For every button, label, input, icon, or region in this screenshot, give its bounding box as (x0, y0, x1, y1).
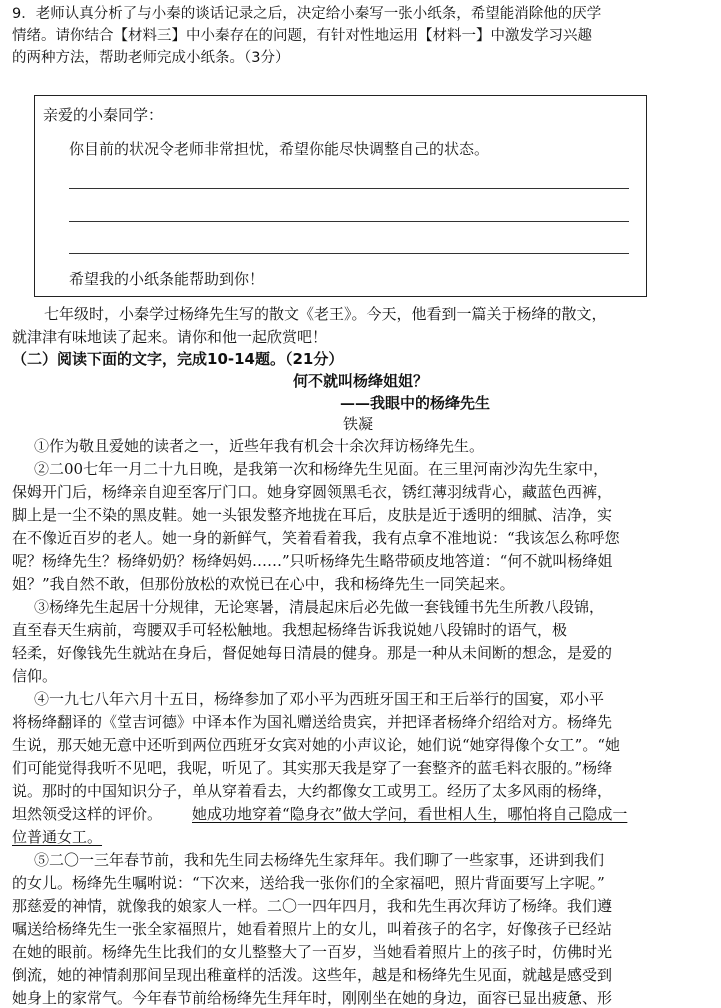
paragraph-line: 那慈爱的神情，就像我的娘家人一样。二〇一四年四月，我和先生再次拜访了杨绛。我们遵 (12, 897, 613, 915)
article-author: 铁凝 (343, 415, 374, 433)
paragraph-line: 倒流，她的神情刹那间呈现出稚童样的活泼。这些年，越是和杨绛先生见面，就越是感受到 (12, 966, 613, 984)
paragraph-line: ①作为敬且爱她的读者之一，近些年我有机会十余次拜访杨绛先生。 (34, 437, 485, 455)
paragraph-line: 轻柔，好像钱先生就站在身后，督促她每日清晨的健身。那是一种从未间断的想念，是爱的 (12, 644, 613, 662)
paragraph-line: 说。那时的中国知识分子，单从穿着看去，大约都像女工或男工。经历了太多风雨的杨绛， (12, 782, 613, 800)
underlined-sentence-part-2: 位普通女工。 (12, 828, 103, 846)
article-title: 何不就叫杨绛姐姐？ (292, 372, 428, 390)
note-first-line: 你目前的状况令老师非常担忧，希望你能尽快调整自己的状态。 (69, 140, 490, 158)
section-heading: （二）阅读下面的文字，完成10-14题。（21分） (12, 350, 344, 368)
paragraph-line: 坦然领受这样的评价。 (12, 805, 163, 823)
article-subtitle: ——我眼中的杨绛先生 (340, 394, 491, 412)
paragraph-line: 直至春天生病前，弯腰双手可轻松触地。我想起杨绛告诉我说她八段锦时的语气，极 (12, 621, 568, 639)
answer-blank-line-2[interactable] (69, 221, 629, 222)
paragraph-line: 嘱送给杨绛先生一张全家福照片，她看着照片上的女儿，叫着孩子的名字，好像孩子已经站 (12, 920, 613, 938)
paragraph-line: 的女儿。杨绛先生嘱咐说：“下次来，送给我一张你们的全家福吧，照片背面要写上字呢。” (12, 874, 605, 892)
question-9-line-1: 9．老师认真分析了与小秦的谈话记录之后，决定给小秦写一张小纸条，希望能消除他的厌学 (12, 6, 602, 22)
question-9-line-2: 情绪。请你结合【材料三】中小秦存在的问题，有针对性地运用【材料一】中激发学习兴趣 (12, 28, 592, 44)
note-greeting: 亲爱的小秦同学： (43, 106, 164, 124)
paragraph-line: 将杨绛翻译的《堂吉诃德》中译本作为国礼赠送给贵宾，并把译者杨绛介绍给对方。杨绛先 (12, 713, 613, 731)
paragraph-line: 信仰。 (12, 667, 58, 685)
paragraph-line: 她身上的家常气。今年春节前给杨绛先生拜年时，刚刚坐在她的身边，面容已显出疲惫、形 (12, 989, 613, 1007)
question-9-line-3: 的两种方法，帮助老师完成小纸条。（3分） (12, 50, 290, 66)
paragraph-line: ⑤二〇一三年春节前，我和先生同去杨绛先生家拜年。我们聊了一些家事，还讲到我们 (34, 851, 605, 869)
answer-blank-line-1[interactable] (69, 188, 629, 189)
answer-blank-line-3[interactable] (69, 253, 629, 254)
paragraph-line: 姐？”我自然不敢，但那份放松的欢悦已在心中，我和杨绛先生一同笑起来。 (12, 575, 515, 593)
paragraph-line: ③杨绛先生起居十分规律，无论寒暑，清晨起床后必先做一套钱锺书先生所教八段锦， (34, 598, 605, 616)
underlined-sentence-part-1: 她成功地穿着“隐身衣”做大学问，看世相人生，哪怕将自己隐成一 (192, 805, 628, 823)
paragraph-line: ④一九七八年六月十五日，杨绛参加了邓小平为西班牙国王和王后举行的国宴，邓小平 (34, 690, 605, 708)
paragraph-line: 们可能觉得我听不见吧，我呢，听见了。其实那天我是穿了一套整齐的蓝毛料衣服的。”杨绛 (12, 759, 613, 777)
intro-line-1: 七年级时，小秦学过杨绛先生写的散文《老王》。今天，他看到一篇关于杨绛的散文， (44, 305, 607, 323)
paragraph-line: ②二00七年一月二十九日晚，是我第一次和杨绛先生见面。在三里河南沙沟先生家中， (34, 460, 609, 478)
paragraph-line: 在不像近百岁的老人。她一身的新鲜气，笑着看着我，我有点拿不准地说：“我该怎么称呼您 (12, 529, 620, 547)
note-closing: 希望我的小纸条能帮助到你！ (69, 270, 265, 288)
intro-line-2: 就津津有味地读了起来。请你和他一起欣赏吧！ (12, 328, 328, 346)
paragraph-line: 脚上是一尘不染的黑皮鞋。她一头银发整齐地拢在耳后，皮肤是近于透明的细腻、洁净，实 (12, 506, 613, 524)
paragraph-line: 在她的眼前。杨绛先生比我们的女儿整整大了一百岁，当她看着照片上的孩子时，仿佛时光 (12, 943, 613, 961)
paragraph-line: 保姆开门后，杨绛亲自迎至客厅门口。她身穿圆领黑毛衣，锈红薄羽绒背心，藏蓝色西裤， (12, 483, 613, 501)
note-box (34, 95, 647, 297)
paragraph-line: 呢？杨绛先生？杨绛奶奶？杨绛妈妈……”只听杨绛先生略带硕皮地答道：“何不就叫杨绛姐 (12, 552, 613, 570)
paragraph-line: 生说，那天她无意中还听到两位西班牙女宾对她的小声议论，她们说“她穿得像个女工”。“她 (12, 736, 621, 754)
